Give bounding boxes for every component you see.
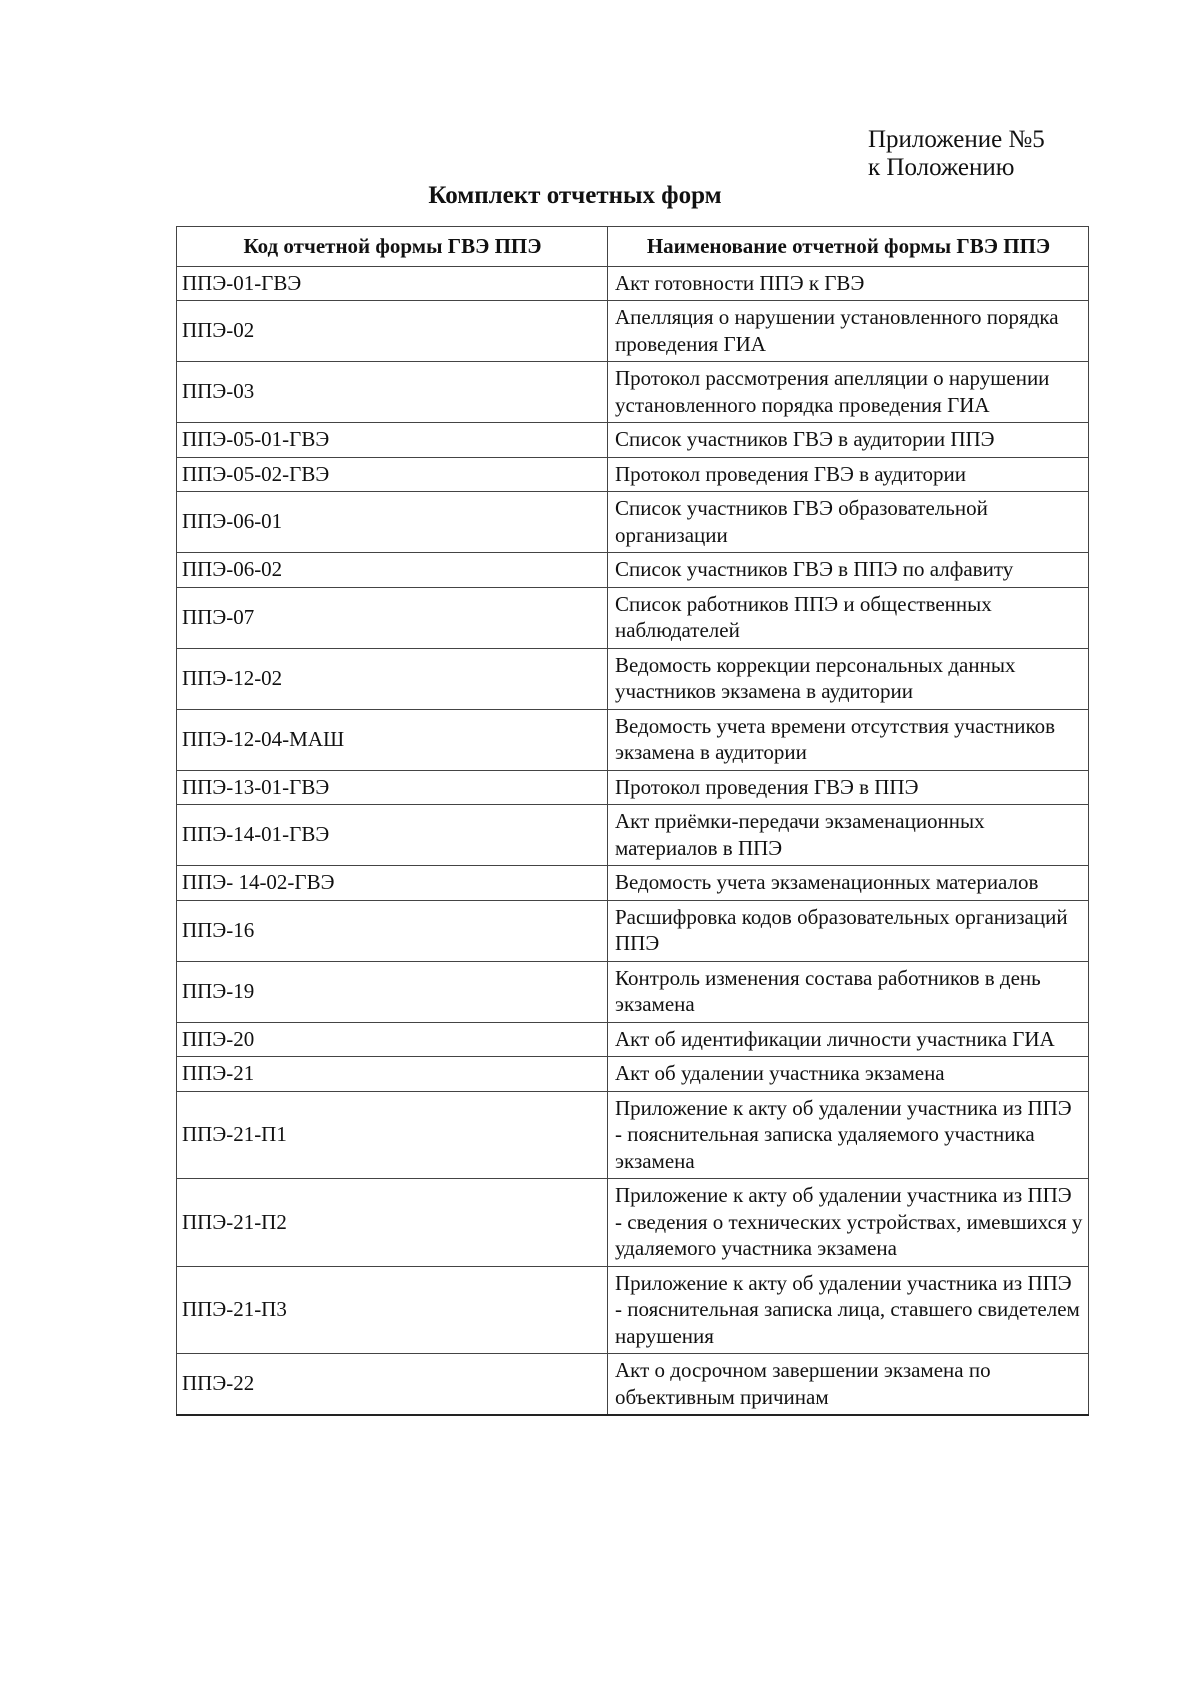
form-name: Расшифровка кодов образовательных организаций ППЭ xyxy=(608,900,1089,961)
table-row xyxy=(177,1022,1089,1057)
form-name: Список участников ГВЭ образовательной организации xyxy=(608,492,1089,553)
form-name: Протокол проведения ГВЭ в ППЭ xyxy=(608,770,1089,805)
form-name: Список участников ГВЭ в аудитории ППЭ xyxy=(608,423,1089,458)
form-name: Апелляция о нарушении установленного порядка проведения ГИА xyxy=(608,301,1089,362)
form-name: Протокол рассмотрения апелляции о нарушении установленного порядка проведения ГИА xyxy=(608,362,1089,423)
table-row xyxy=(177,362,1089,423)
form-code: ППЭ-05-01-ГВЭ xyxy=(177,423,608,458)
table-row xyxy=(177,961,1089,1022)
report-forms-table xyxy=(176,226,1089,1416)
table-row xyxy=(177,648,1089,709)
table-row xyxy=(177,457,1089,492)
form-name: Ведомость учета экзаменационных материалов xyxy=(608,866,1089,901)
table-row xyxy=(177,587,1089,648)
form-code: ППЭ-03 xyxy=(177,362,608,423)
table-header-row xyxy=(177,227,1089,267)
form-name: Акт об идентификации личности участника ГИА xyxy=(608,1022,1089,1057)
form-code: ППЭ-20 xyxy=(177,1022,608,1057)
form-code: ППЭ-14-01-ГВЭ xyxy=(177,805,608,866)
form-code: ППЭ-12-02 xyxy=(177,648,608,709)
form-code: ППЭ-21 xyxy=(177,1057,608,1092)
form-name: Акт готовности ППЭ к ГВЭ xyxy=(608,266,1089,301)
form-code: ППЭ-16 xyxy=(177,900,608,961)
form-code: ППЭ-12-04-МАШ xyxy=(177,709,608,770)
appendix-reference xyxy=(868,126,1045,182)
form-code: ППЭ-22 xyxy=(177,1354,608,1416)
form-code: ППЭ-21-П3 xyxy=(177,1266,608,1354)
column-header-name: Наименование отчетной формы ГВЭ ППЭ xyxy=(608,227,1089,267)
form-name: Акт приёмки-передачи экзаменационных материалов в ППЭ xyxy=(608,805,1089,866)
appendix-number: Приложение №5 xyxy=(868,126,1045,153)
form-code: ППЭ-21-П1 xyxy=(177,1091,608,1179)
table-row xyxy=(177,423,1089,458)
table-row xyxy=(177,1354,1089,1416)
form-code: ППЭ- 14-02-ГВЭ xyxy=(177,866,608,901)
table-row xyxy=(177,709,1089,770)
column-header-code: Код отчетной формы ГВЭ ППЭ xyxy=(177,227,608,267)
table-row xyxy=(177,1057,1089,1092)
form-name: Приложение к акту об удалении участника из ППЭ - пояснительная записка удаляемого участника экзамена xyxy=(608,1091,1089,1179)
document-title: Комплект отчетных форм xyxy=(428,182,722,209)
table-row xyxy=(177,866,1089,901)
table-row xyxy=(177,805,1089,866)
form-code: ППЭ-19 xyxy=(177,961,608,1022)
form-code: ППЭ-05-02-ГВЭ xyxy=(177,457,608,492)
appendix-regulation: к Положению xyxy=(868,154,1015,181)
form-name: Контроль изменения состава работников в день экзамена xyxy=(608,961,1089,1022)
form-name: Ведомость учета времени отсутствия участников экзамена в аудитории xyxy=(608,709,1089,770)
form-name: Список участников ГВЭ в ППЭ по алфавиту xyxy=(608,553,1089,588)
form-name: Приложение к акту об удалении участника из ППЭ - пояснительная записка лица, ставшего свидетелем нарушения xyxy=(608,1266,1089,1354)
table-row xyxy=(177,301,1089,362)
form-code: ППЭ-07 xyxy=(177,587,608,648)
form-code: ППЭ-06-01 xyxy=(177,492,608,553)
table-row xyxy=(177,900,1089,961)
table-row xyxy=(177,1091,1089,1179)
table-row xyxy=(177,492,1089,553)
form-code: ППЭ-02 xyxy=(177,301,608,362)
form-code: ППЭ-13-01-ГВЭ xyxy=(177,770,608,805)
form-code: ППЭ-01-ГВЭ xyxy=(177,266,608,301)
form-name: Ведомость коррекции персональных данных участников экзамена в аудитории xyxy=(608,648,1089,709)
table-row xyxy=(177,266,1089,301)
form-code: ППЭ-21-П2 xyxy=(177,1179,608,1267)
form-code: ППЭ-06-02 xyxy=(177,553,608,588)
document-title-wrap xyxy=(0,181,1200,211)
table-row xyxy=(177,553,1089,588)
table-row xyxy=(177,1179,1089,1267)
form-name: Список работников ППЭ и общественных наблюдателей xyxy=(608,587,1089,648)
form-name: Акт о досрочном завершении экзамена по объективным причинам xyxy=(608,1354,1089,1416)
form-name: Приложение к акту об удалении участника из ППЭ - сведения о технических устройствах, имевшихся у удаляемого участника экзамена xyxy=(608,1179,1089,1267)
table-row xyxy=(177,1266,1089,1354)
form-name: Акт об удалении участника экзамена xyxy=(608,1057,1089,1092)
table-row xyxy=(177,770,1089,805)
form-name: Протокол проведения ГВЭ в аудитории xyxy=(608,457,1089,492)
